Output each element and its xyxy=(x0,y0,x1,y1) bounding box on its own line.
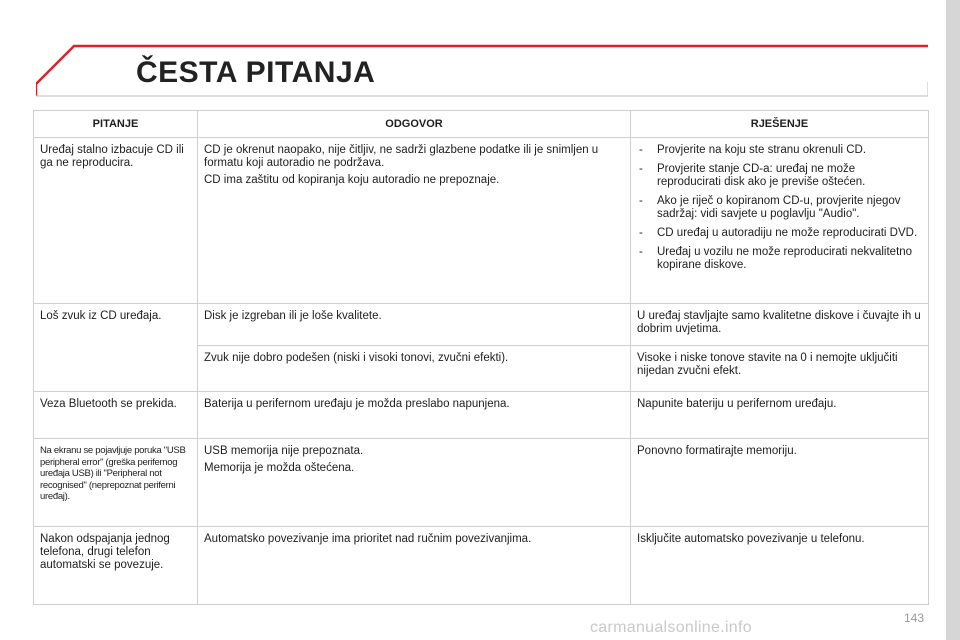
answer-cell xyxy=(198,138,631,304)
answer-text: Memorija je možda oštećena. xyxy=(204,462,355,474)
header-solution: RJEŠENJE xyxy=(631,111,929,138)
list-item: - Provjerite na koju ste stranu okrenuli CD. xyxy=(637,144,922,157)
page-number: 143 xyxy=(904,611,925,625)
faq-table xyxy=(33,110,929,605)
table-row xyxy=(34,304,929,346)
page-title: ČESTA PITANJA xyxy=(136,56,376,89)
table-header-row xyxy=(34,111,929,138)
table-row xyxy=(34,527,929,605)
solution-list xyxy=(637,144,922,272)
answer-cell xyxy=(198,439,631,527)
answer-text: CD ima zaštitu od kopiranja koju autoradio ne prepoznaje. xyxy=(204,174,500,186)
solution-cell: Napunite bateriju u perifernom uređaju. xyxy=(631,392,929,439)
solution-cell: Ponovno formatirajte memoriju. xyxy=(631,439,929,527)
solution-cell: U uređaj stavljajte samo kvalitetne diskove i čuvajte ih u dobrim uvjetima. xyxy=(631,304,929,346)
question-cell: Veza Bluetooth se prekida. xyxy=(34,392,198,439)
answer-cell: Baterija u perifernom uređaju je možda preslabo napunjena. xyxy=(198,392,631,439)
question-cell: Loš zvuk iz CD uređaja. xyxy=(34,304,198,392)
answer-cell: Zvuk nije dobro podešen (niski i visoki tonovi, zvučni efekti). xyxy=(198,346,631,392)
list-item: - Provjerite stanje CD-a: uređaj ne može reproducirati disk ako je previše oštećen. xyxy=(637,163,922,189)
answer-cell: Automatsko povezivanje ima prioritet nad ručnim povezivanjima. xyxy=(198,527,631,605)
list-item: - Ako je riječ o kopiranom CD-u, provjerite njegov sadržaj: vidi savjete u poglavlju "Audio". xyxy=(637,195,922,221)
watermark: carmanualsonline.info xyxy=(590,619,752,636)
header-answer: ODGOVOR xyxy=(198,111,631,138)
table-row xyxy=(34,439,929,527)
list-item: - CD uređaj u autoradiju ne može reproducirati DVD. xyxy=(637,227,922,240)
header-question: PITANJE xyxy=(34,111,198,138)
question-cell: Na ekranu se pojavljuje poruka "USB peripheral error" (greška perifernog uređaja USB) ili "Peripheral not recognised" (neprepoznat periferni uređaj). xyxy=(34,439,198,527)
answer-cell: Disk je izgreban ili je loše kvalitete. xyxy=(198,304,631,346)
question-cell: Nakon odspajanja jednog telefona, drugi telefon automatski se povezuje. xyxy=(34,527,198,605)
table-row xyxy=(34,138,929,304)
question-cell: Uređaj stalno izbacuje CD ili ga ne reproducira. xyxy=(34,138,198,304)
answer-text: USB memorija nije prepoznata. xyxy=(204,445,364,457)
table-row xyxy=(34,392,929,439)
list-item: - Uređaj u vozilu ne može reproducirati nekvalitetno kopirane diskove. xyxy=(637,246,922,272)
solution-cell: Isključite automatsko povezivanje u telefonu. xyxy=(631,527,929,605)
solution-cell xyxy=(631,138,929,304)
solution-cell: Visoke i niske tonove stavite na 0 i nemojte uključiti nijedan zvučni efekt. xyxy=(631,346,929,392)
answer-text: CD je okrenut naopako, nije čitljiv, ne sadrži glazbene podatke ili je snimljen u formatu koji autoradio ne podržava. xyxy=(204,144,599,169)
page-edge-strip xyxy=(946,0,960,640)
